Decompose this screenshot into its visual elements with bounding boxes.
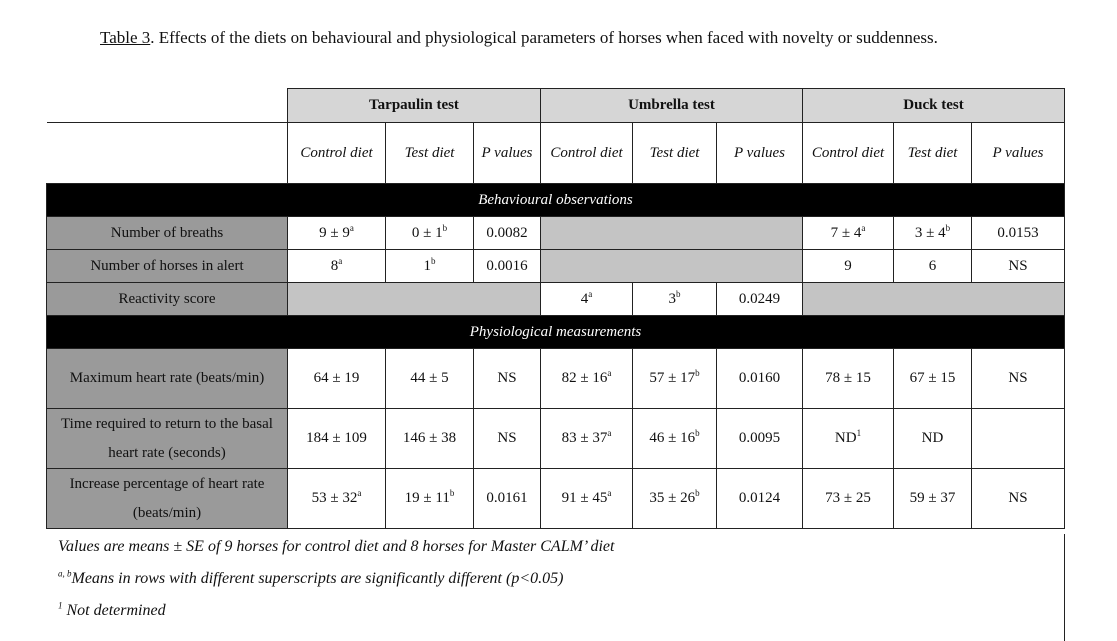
note-not-determined: $^1$ Not determined <box>58 600 166 619</box>
data-cell: 0.0095 <box>717 409 803 469</box>
data-cell: NS <box>474 409 541 469</box>
blank-subheader-cell <box>47 123 288 184</box>
data-cell: 6 <box>894 250 972 283</box>
row-label-breaths: Number of breaths <box>47 217 288 250</box>
section-row-behavioural <box>47 184 1065 217</box>
table-caption <box>100 22 1030 54</box>
caption-label: Table 3 <box>100 28 151 47</box>
section-physiological: Physiological measurements <box>47 316 1065 349</box>
row-label-alert: Number of horses in alert <box>47 250 288 283</box>
section-behavioural: Behavioural observations <box>47 184 1065 217</box>
duck-control-header: Control diet <box>803 123 894 184</box>
data-cell: 9 <box>803 250 894 283</box>
data-cell: $19 \pm 11^b$ <box>386 469 474 529</box>
data-cell: 0.0124 <box>717 469 803 529</box>
tarp-test-header: Test diet <box>386 123 474 184</box>
note-means: Values are means ± SE of 9 horses for control diet and 8 horses for Master CALM’ diet <box>58 538 615 555</box>
data-cell: 4$^a$ <box>541 283 633 316</box>
table-row <box>47 250 1065 283</box>
empty-gray-cell <box>541 217 803 250</box>
data-cell: NS <box>474 349 541 409</box>
empty-gray-cell <box>803 283 1065 316</box>
data-cell: $91 \pm 45^a$ <box>541 469 633 529</box>
data-cell: $ND^1$ <box>803 409 894 469</box>
data-cell: 146 ± 38 <box>386 409 474 469</box>
data-cell: 3$^b$ <box>633 283 717 316</box>
table-row <box>47 409 1065 469</box>
sub-header-row <box>47 123 1065 184</box>
empty-gray-cell <box>288 283 541 316</box>
group-header-duck: Duck test <box>803 89 1065 123</box>
data-cell: $35 \pm 26^b$ <box>633 469 717 529</box>
data-cell: ND <box>894 409 972 469</box>
data-cell: $0 \pm 1^b$ <box>386 217 474 250</box>
data-cell: $82 \pm 16^a$ <box>541 349 633 409</box>
data-cell: 64 ± 19 <box>288 349 386 409</box>
data-cell <box>972 409 1065 469</box>
data-cell: 8$^a$ <box>288 250 386 283</box>
table-row <box>47 469 1065 529</box>
group-header-tarpaulin: Tarpaulin test <box>288 89 541 123</box>
data-cell: 0.0082 <box>474 217 541 250</box>
table-row <box>47 217 1065 250</box>
data-cell: 0.0153 <box>972 217 1065 250</box>
data-cell: $53 \pm 32^a$ <box>288 469 386 529</box>
table-notes <box>46 534 1065 641</box>
duck-test-header: Test diet <box>894 123 972 184</box>
results-table <box>46 88 1065 529</box>
data-cell: NS <box>972 469 1065 529</box>
section-row-physiological <box>47 316 1065 349</box>
table-row <box>47 283 1065 316</box>
data-cell: 78 ± 15 <box>803 349 894 409</box>
tarp-p-header: P values <box>474 123 541 184</box>
data-cell: 0.0160 <box>717 349 803 409</box>
row-label-increase: Increase percentage of heart rate (beats/min) <box>47 469 288 529</box>
row-label-reactivity: Reactivity score <box>47 283 288 316</box>
umb-control-header: Control diet <box>541 123 633 184</box>
empty-gray-cell <box>541 250 803 283</box>
row-label-maxhr: Maximum heart rate (beats/min) <box>47 349 288 409</box>
corner-cell <box>47 89 288 123</box>
data-cell: $3 \pm 4^b$ <box>894 217 972 250</box>
data-cell: 1$^b$ <box>386 250 474 283</box>
group-header-umbrella: Umbrella test <box>541 89 803 123</box>
data-cell: $83 \pm 37^a$ <box>541 409 633 469</box>
data-cell: $46 \pm 16^b$ <box>633 409 717 469</box>
data-cell: 0.0016 <box>474 250 541 283</box>
data-cell: $9 \pm 9^a$ <box>288 217 386 250</box>
umb-test-header: Test diet <box>633 123 717 184</box>
group-header-row <box>47 89 1065 123</box>
data-cell: $7 \pm 4^a$ <box>803 217 894 250</box>
tarp-control-header: Control diet <box>288 123 386 184</box>
data-cell: 67 ± 15 <box>894 349 972 409</box>
data-cell: 184 ± 109 <box>288 409 386 469</box>
data-cell: $57 \pm 17^b$ <box>633 349 717 409</box>
data-cell: NS <box>972 349 1065 409</box>
data-cell: 0.0249 <box>717 283 803 316</box>
table-row <box>47 349 1065 409</box>
note-significance: $^{a, b}$Means in rows with different superscripts are significantly different (p<0.05) <box>58 568 564 587</box>
data-cell: 0.0161 <box>474 469 541 529</box>
data-cell: 44 ± 5 <box>386 349 474 409</box>
row-label-return: Time required to return to the basal heart rate (seconds) <box>47 409 288 469</box>
data-cell: NS <box>972 250 1065 283</box>
data-cell: 73 ± 25 <box>803 469 894 529</box>
caption-text: . Effects of the diets on behavioural and physiological parameters of horses when faced with novelty or suddenness. <box>150 28 938 47</box>
umb-p-header: P values <box>717 123 803 184</box>
duck-p-header: P values <box>972 123 1065 184</box>
data-cell: 59 ± 37 <box>894 469 972 529</box>
